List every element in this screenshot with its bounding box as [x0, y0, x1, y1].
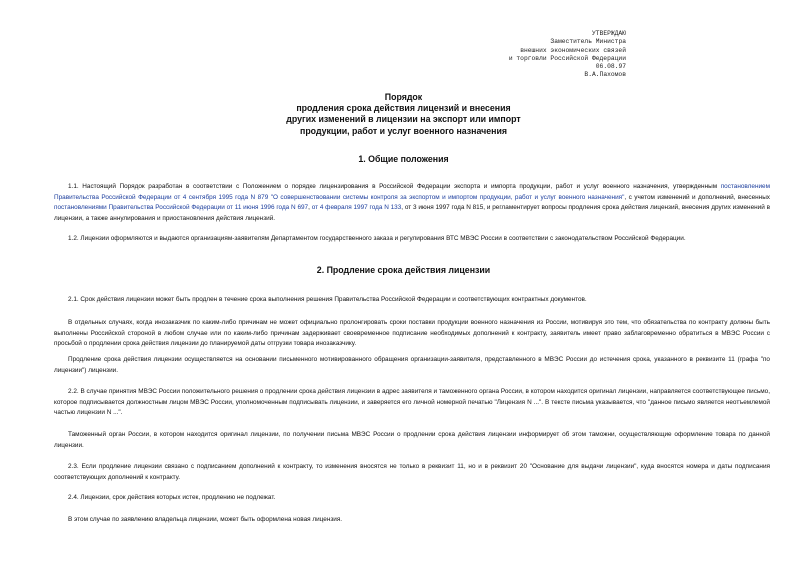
paragraph-text: , от 3 июня 1997 года N 815, и регламентирует вопросы продления срока действия лицензий, внесения других изменений в лицензии, а также аннулирования и приостановления действия лицензий. [54, 204, 770, 222]
section-1-heading: 1. Общие положения [358, 154, 449, 164]
paragraph-2-2: 2.2. В случае принятия МВЭС России положительного решения о продлении срока действия лицензии в адрес заявителя и таможенного органа России, в котором находится оригинал лицензии, направляется соответствующее письмо, которое подписывается должностным лицом МВЭС России, уполномоченным подписывать лицензии, и заверяется его личной номерной печатью "Лицензия N ...". В тексте письма указывается, что "данное письмо является неотъемлемой частью лицензии N ...". [54, 388, 770, 417]
title-line: продления срока действия лицензий и внесения [296, 103, 511, 114]
title-line: продукции, работ и услуг военного назначения [300, 125, 507, 136]
approval-line: внешних экономических связей [520, 46, 626, 54]
approval-line: УТВЕРЖДАЮ [591, 30, 626, 37]
paragraph-2-2-b: Таможенный орган России, в котором находится оригинал лицензии, по получении письма МВЭС России о продлении срока действия лицензии информирует об этом таможни, осуществляющие оформление товара по данной лицензии. [54, 431, 770, 449]
approval-stamp [486, 30, 626, 80]
decree-697-link[interactable]: постановлениями Правительства Российской Федерации от 11 июня 1996 года N 697 [54, 204, 309, 212]
paragraph-text: , [308, 204, 312, 212]
paragraph-2-1-c: Продление срока действия лицензии осуществляется на основании письменного мотивированного обращения организации-заявителя, представленного в МВЭС России до истечения срока, указанного в реквизите 11 (графа "по лицензии") лицензии. [54, 356, 770, 374]
section-2-heading: 2. Продление срока действия лицензии [316, 265, 491, 275]
document-title [0, 92, 807, 137]
approval-date: 06.08.97 [595, 63, 626, 71]
approval-signatory: В.А.Пахомов [584, 71, 626, 79]
paragraph-2-1: 2.1. Срок действия лицензии может быть продлен в течение срока выполнения решения Правительства Российской Федерации и соответствующих контрактных документов. [68, 296, 587, 303]
paragraph-2-4-b: В этом случае по заявлению владельца лицензии, может быть оформлена новая лицензия. [68, 516, 343, 523]
title-line: Порядок [384, 92, 423, 102]
approval-line: Заместитель Министра [550, 38, 626, 46]
decree-133-link[interactable]: от 4 февраля 1997 года N 133 [311, 204, 402, 212]
paragraph-1-2: 1.2. Лицензии оформляются и выдаются организациям-заявителям Департаментом государственного заказа и регулирования ВТС МВЭС России в соответствии с законодательством Российской Федерации. [68, 235, 686, 242]
approval-line: и торговли Российской Федерации [508, 54, 626, 62]
title-line: других изменений в лицензии на экспорт или импорт [286, 114, 521, 125]
paragraph-2-3: 2.3. Если продление лицензии связано с подписанием дополнений к контракту, то изменения вносятся не только в реквизит 11, но и в реквизит 20 "Основание для выдачи лицензии", куда вносятся номера и даты подписания соответствующих дополнений к контракту. [54, 463, 770, 481]
decree-879-link[interactable]: постановлением Правительства Российской Федерации от 4 сентября 1995 года N 879 "О совершенствовании системы контроля за экспортом и импортом продукции, работ и услуг военного назначения" [54, 183, 770, 201]
paragraph-2-4: 2.4. Лицензии, срок действия которых истек, продлению не подлежат. [68, 494, 276, 501]
paragraph-2-1-b: В отдельных случаях, когда инозаказчик по каким-либо причинам не может официально пролонгировать сроки поставки продукции военного назначения из России, мотивируя это тем, что обязательства по контракту должны быть выполнены Российской стороной в любом случае или по каким-либо причинам задерживает своевременное подписание необходимых дополнений к контракту, заявитель имеет право заблаговременно обратиться в МВЭС России с просьбой о продлении срока действия лицензии до планируемой даты отгрузки товара инозаказчику. [54, 319, 770, 348]
paragraph-1-1 [54, 182, 770, 224]
paragraph-text: , с учетом изменений и дополнений, внесенных [624, 193, 770, 201]
paragraph-text: 1.1. Настоящий Порядок разработан в соответствии с Положением о порядке лицензирования в Российской Федерации экспорта и импорта продукции, работ и услуг военного назначения, утвержденным [68, 183, 721, 190]
